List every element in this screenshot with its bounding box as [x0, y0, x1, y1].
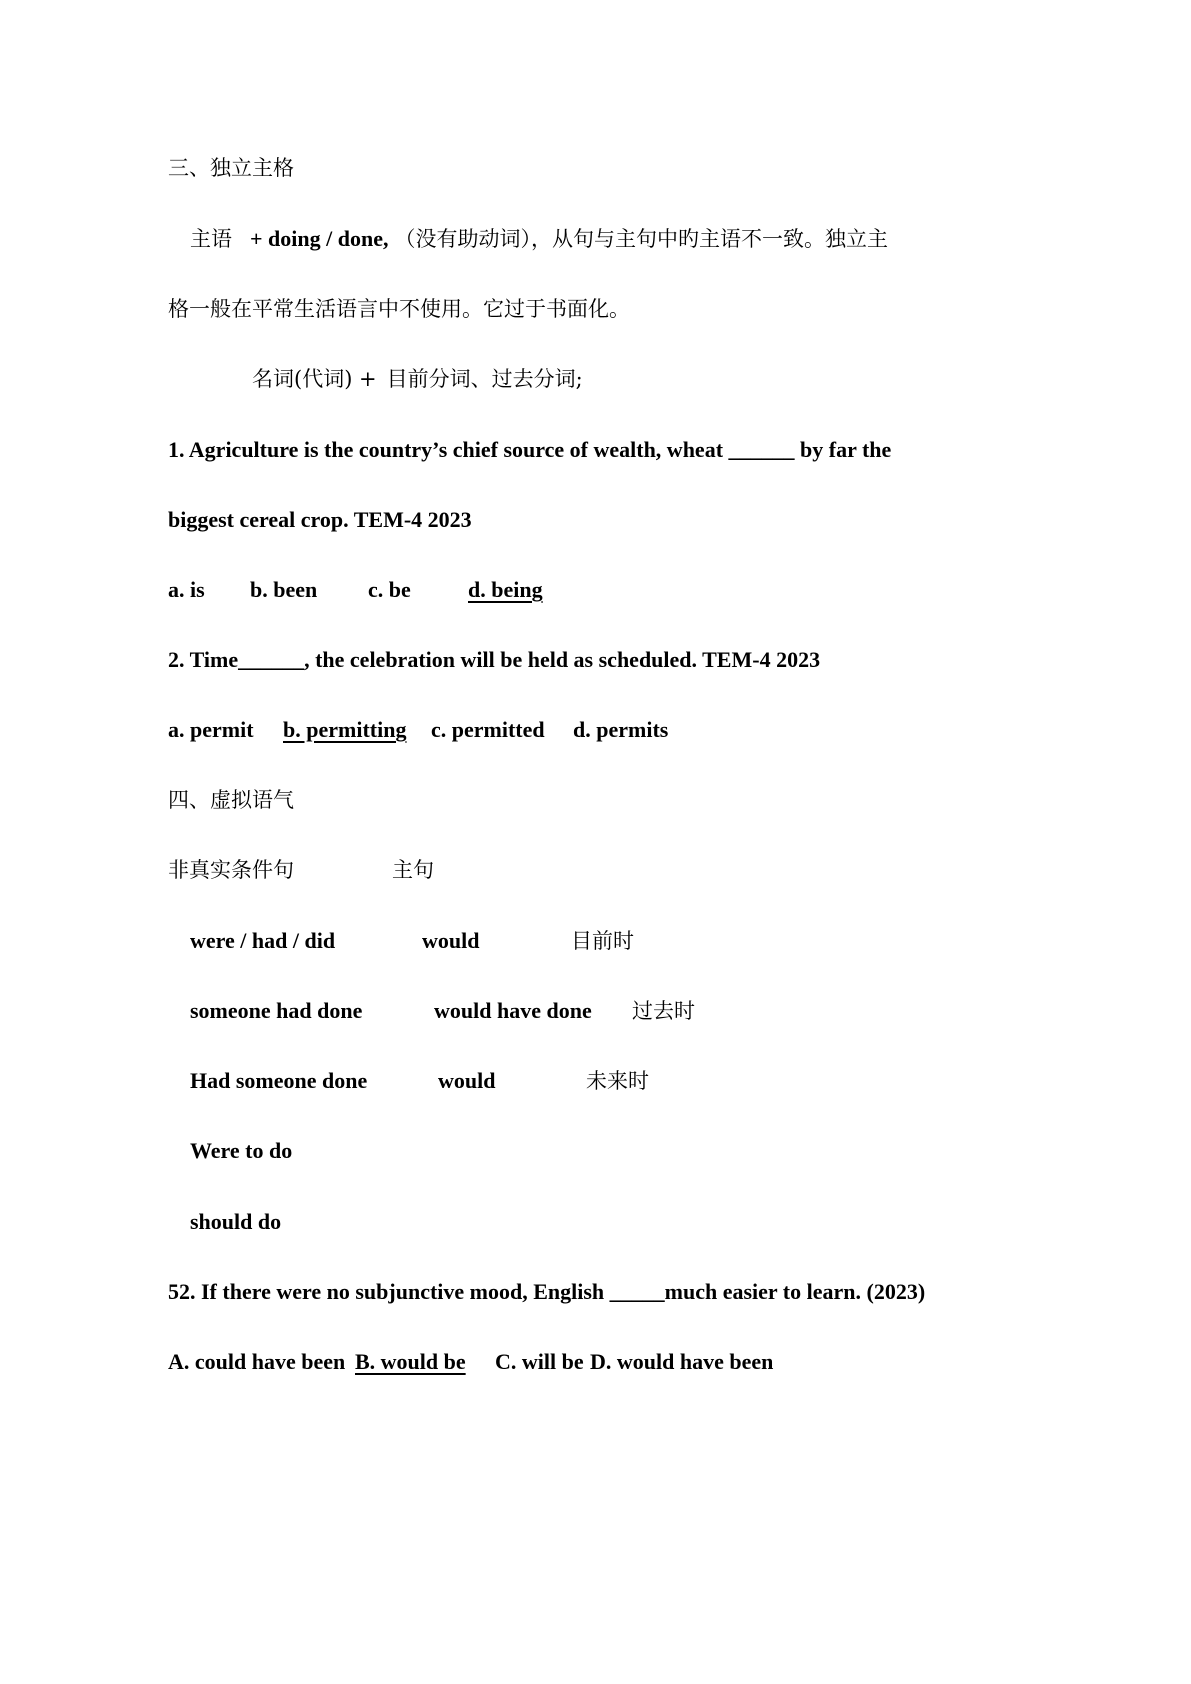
- question-1-line-2: biggest cereal crop. TEM-4 2023: [168, 507, 472, 532]
- row-tense: 过去时: [632, 999, 695, 1023]
- q1-option-a: a. is: [168, 577, 205, 602]
- question-2-line-1: 2. Time______, the celebration will be held as scheduled. TEM-4 2023: [168, 647, 821, 672]
- col-main-header: 主句: [392, 858, 434, 882]
- q1-option-d-answer: d. being: [468, 577, 543, 602]
- rule-verb-form: + doing / done,: [250, 226, 389, 251]
- q1-option-b: b. been: [250, 577, 318, 602]
- rule-subject: 主语: [190, 227, 232, 251]
- formula-participles: 目前分词、过去分词;: [386, 367, 583, 391]
- row-main-clause: would have done: [434, 998, 592, 1023]
- q1-option-c: c. be: [368, 577, 411, 602]
- row-tense: 目前时: [571, 929, 634, 953]
- row-main-clause: would: [422, 928, 480, 953]
- question-1-line-1: 1. Agriculture is the country’s chief source of wealth, wheat ______ by far the: [168, 437, 892, 462]
- q52-option-c: C. will be: [495, 1349, 584, 1374]
- section-3-rule-line-1: [190, 225, 888, 254]
- col-condition-header: 非真实条件句: [168, 858, 294, 882]
- section-3-heading: 三、独立主格: [168, 156, 294, 180]
- subjunctive-row: Were to do: [190, 1138, 293, 1163]
- rule-description: （没有助动词），从句与主句中旳主语不一致。独立主: [394, 227, 888, 251]
- formula-noun: 名词(代词) +: [252, 367, 377, 391]
- row-condition: Had someone done: [190, 1068, 368, 1093]
- row-tense: 未来时: [586, 1069, 649, 1093]
- row-main-clause: would: [438, 1068, 496, 1093]
- q2-option-b-answer: b. permitting: [283, 717, 407, 742]
- section-4-heading: 四、虚拟语气: [168, 788, 294, 812]
- q2-option-d: d. permits: [573, 717, 669, 742]
- q52-option-a: A. could have been: [168, 1349, 346, 1374]
- q2-option-c: c. permitted: [431, 717, 545, 742]
- row-condition: someone had done: [190, 998, 363, 1023]
- subjunctive-row: should do: [190, 1209, 282, 1234]
- section-3-rule-line-2: 格一般在平常生活语言中不使用。它过于书面化。: [168, 297, 630, 321]
- row-condition: were / had / did: [190, 928, 336, 953]
- q52-option-b-answer: B. would be: [355, 1349, 466, 1374]
- question-52-line-1: 52. If there were no subjunctive mood, English _____much easier to learn. (2023): [168, 1279, 926, 1304]
- section-3-formula: [252, 365, 583, 394]
- q2-option-a: a. permit: [168, 717, 254, 742]
- q52-option-d: D. would have been: [590, 1349, 774, 1374]
